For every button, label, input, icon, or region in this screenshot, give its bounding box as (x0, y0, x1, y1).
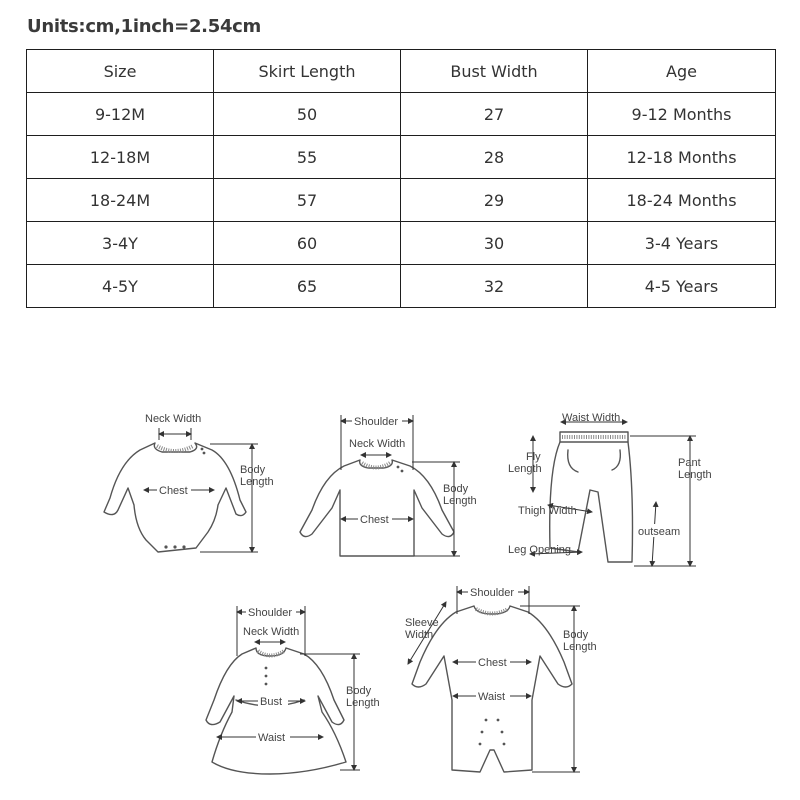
cell-skirt-length: 50 (214, 93, 401, 136)
dress-diagram (206, 605, 380, 774)
label-length: Length (346, 697, 380, 709)
label-sleeve: Sleeve (405, 617, 439, 629)
table-row (27, 179, 776, 222)
cell-age: 9-12 Months (588, 93, 776, 136)
label-body: Body (346, 685, 372, 697)
cell-age: 3-4 Years (588, 222, 776, 265)
header-bust-width: Bust Width (401, 50, 588, 93)
cell-age: 4-5 Years (588, 265, 776, 308)
label-neck-width: Neck Width (145, 413, 202, 425)
label-fly-length: Length (508, 463, 542, 475)
label-sleeve-width: Width (405, 629, 434, 641)
label-pant-length: Length (678, 469, 712, 481)
label-bust: Bust (260, 696, 283, 708)
cell-size: 4-5Y (27, 265, 214, 308)
label-chest: Chest (360, 514, 389, 526)
pants-diagram (508, 412, 712, 566)
cell-size: 12-18M (27, 136, 214, 179)
cell-bust-width: 28 (401, 136, 588, 179)
label-waist-width: Waist Width (562, 412, 621, 424)
label-neck-width: Neck Width (243, 626, 300, 638)
cell-bust-width: 32 (401, 265, 588, 308)
cell-size: 18-24M (27, 179, 214, 222)
size-chart-table (26, 49, 776, 308)
label-length: Length (240, 476, 274, 488)
label-body: Body (240, 464, 266, 476)
label-body: Body (563, 629, 589, 641)
top-diagram (300, 414, 477, 556)
label-chest: Chest (478, 657, 507, 669)
measurement-diagrams (0, 380, 800, 800)
header-age: Age (588, 50, 776, 93)
cell-age: 18-24 Months (588, 179, 776, 222)
cell-size: 9-12M (27, 93, 214, 136)
cell-skirt-length: 55 (214, 136, 401, 179)
cell-age: 12-18 Months (588, 136, 776, 179)
label-chest: Chest (159, 485, 188, 497)
cell-skirt-length: 60 (214, 222, 401, 265)
cell-size: 3-4Y (27, 222, 214, 265)
cell-skirt-length: 57 (214, 179, 401, 222)
label-shoulder: Shoulder (248, 607, 293, 619)
label-pant: Pant (678, 457, 701, 469)
cell-bust-width: 27 (401, 93, 588, 136)
romper-diagram (405, 585, 597, 772)
label-leg-opening: Leg Opening (508, 544, 571, 556)
label-shoulder: Shoulder (470, 587, 515, 599)
bodysuit-diagram (104, 413, 274, 552)
label-fly: Fly (526, 451, 541, 463)
cell-bust-width: 29 (401, 179, 588, 222)
header-size: Size (27, 50, 214, 93)
table-row (27, 222, 776, 265)
label-thigh-width: Thigh Width (518, 505, 577, 517)
cell-skirt-length: 65 (214, 265, 401, 308)
table-header-row (27, 50, 776, 93)
label-waist: Waist (478, 691, 506, 703)
label-waist: Waist (258, 732, 286, 744)
table-row (27, 93, 776, 136)
label-outseam: outseam (638, 526, 681, 538)
table-row (27, 265, 776, 308)
label-shoulder: Shoulder (354, 416, 399, 428)
label-body: Body (443, 483, 469, 495)
table-row (27, 136, 776, 179)
label-length: Length (443, 495, 477, 507)
label-neck-width: Neck Width (349, 438, 406, 450)
units-note: Units:cm,1inch=2.54cm (27, 16, 261, 37)
header-skirt-length: Skirt Length (214, 50, 401, 93)
label-length: Length (563, 641, 597, 653)
cell-bust-width: 30 (401, 222, 588, 265)
